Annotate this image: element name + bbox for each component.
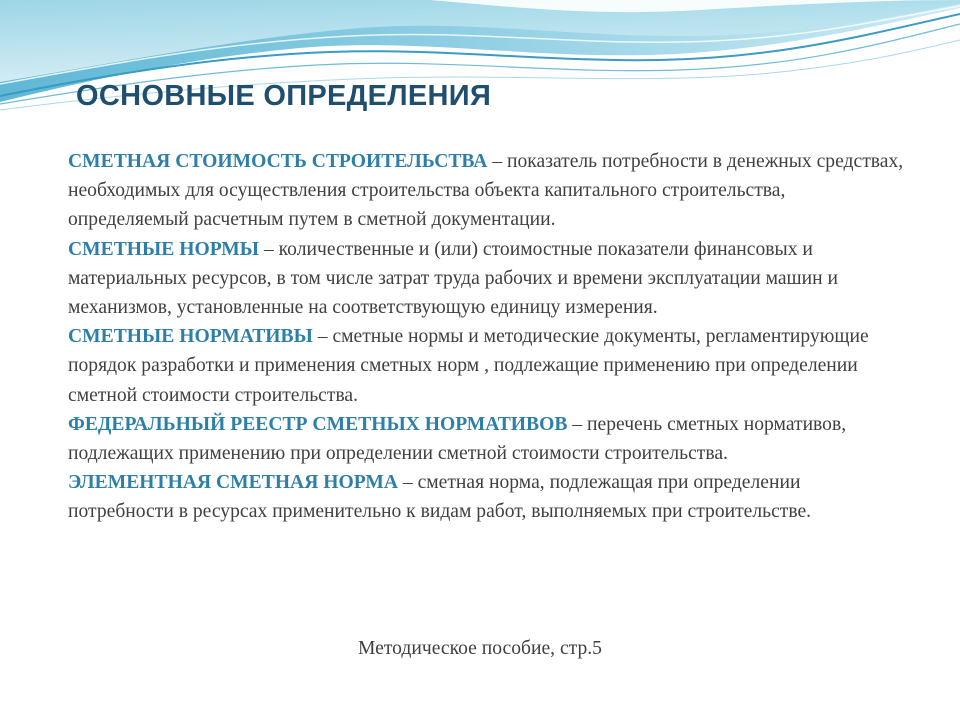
definition-text: – сметные нормы и методические документы, регламентирующие порядок разработки и применения сметных норм , подлежащие применению при определении сметной стоимости строительства. [68,326,869,406]
definition-term: СМЕТНАЯ СТОИМОСТЬ СТРОИТЕЛЬСТВА [68,151,488,172]
definition-text: – количественные и (или) стоимостные показатели финансовых и материальных ресурсов, в том числе затрат труда рабочих и времени эксплуатации машин и механизмов, установленные на соответствующую единицу измерения. [68,238,838,319]
definitions-list [68,147,908,527]
definition-term: ФЕДЕРАЛЬНЫЙ РЕЕСТР СМЕТНЫХ НОРМАТИВОВ [68,413,568,435]
slide-title: ОСНОВНЫЕ ОПРЕДЕЛЕНИЯ [76,80,492,112]
definition-item [68,410,908,468]
definition-text: – перечень сметных нормативов, подлежащих применению при определении сметной стоимости строительства. [68,413,847,465]
definition-term: СМЕТНЫЕ НОРМАТИВЫ [68,326,313,348]
definition-text: – сметная норма, подлежащая при определении потребности в ресурсах применительно к видам работ, выполняемых при строительстве. [68,472,812,523]
definition-item [68,322,908,410]
definition-text: – показатель потребности в денежных средствах, необходимых для осуществления строительства объекта капитального строительства, определяемый расчетным путем в сметной документации. [68,151,904,231]
definition-term: СМЕТНЫЕ НОРМЫ [68,238,260,260]
definition-item [68,468,908,526]
definition-term: ЭЛЕМЕНТНАЯ СМЕТНАЯ НОРМА [68,472,398,494]
definition-item [68,235,908,323]
source-citation: Методическое пособие, стр.5 [358,638,602,659]
definition-item [68,147,908,235]
